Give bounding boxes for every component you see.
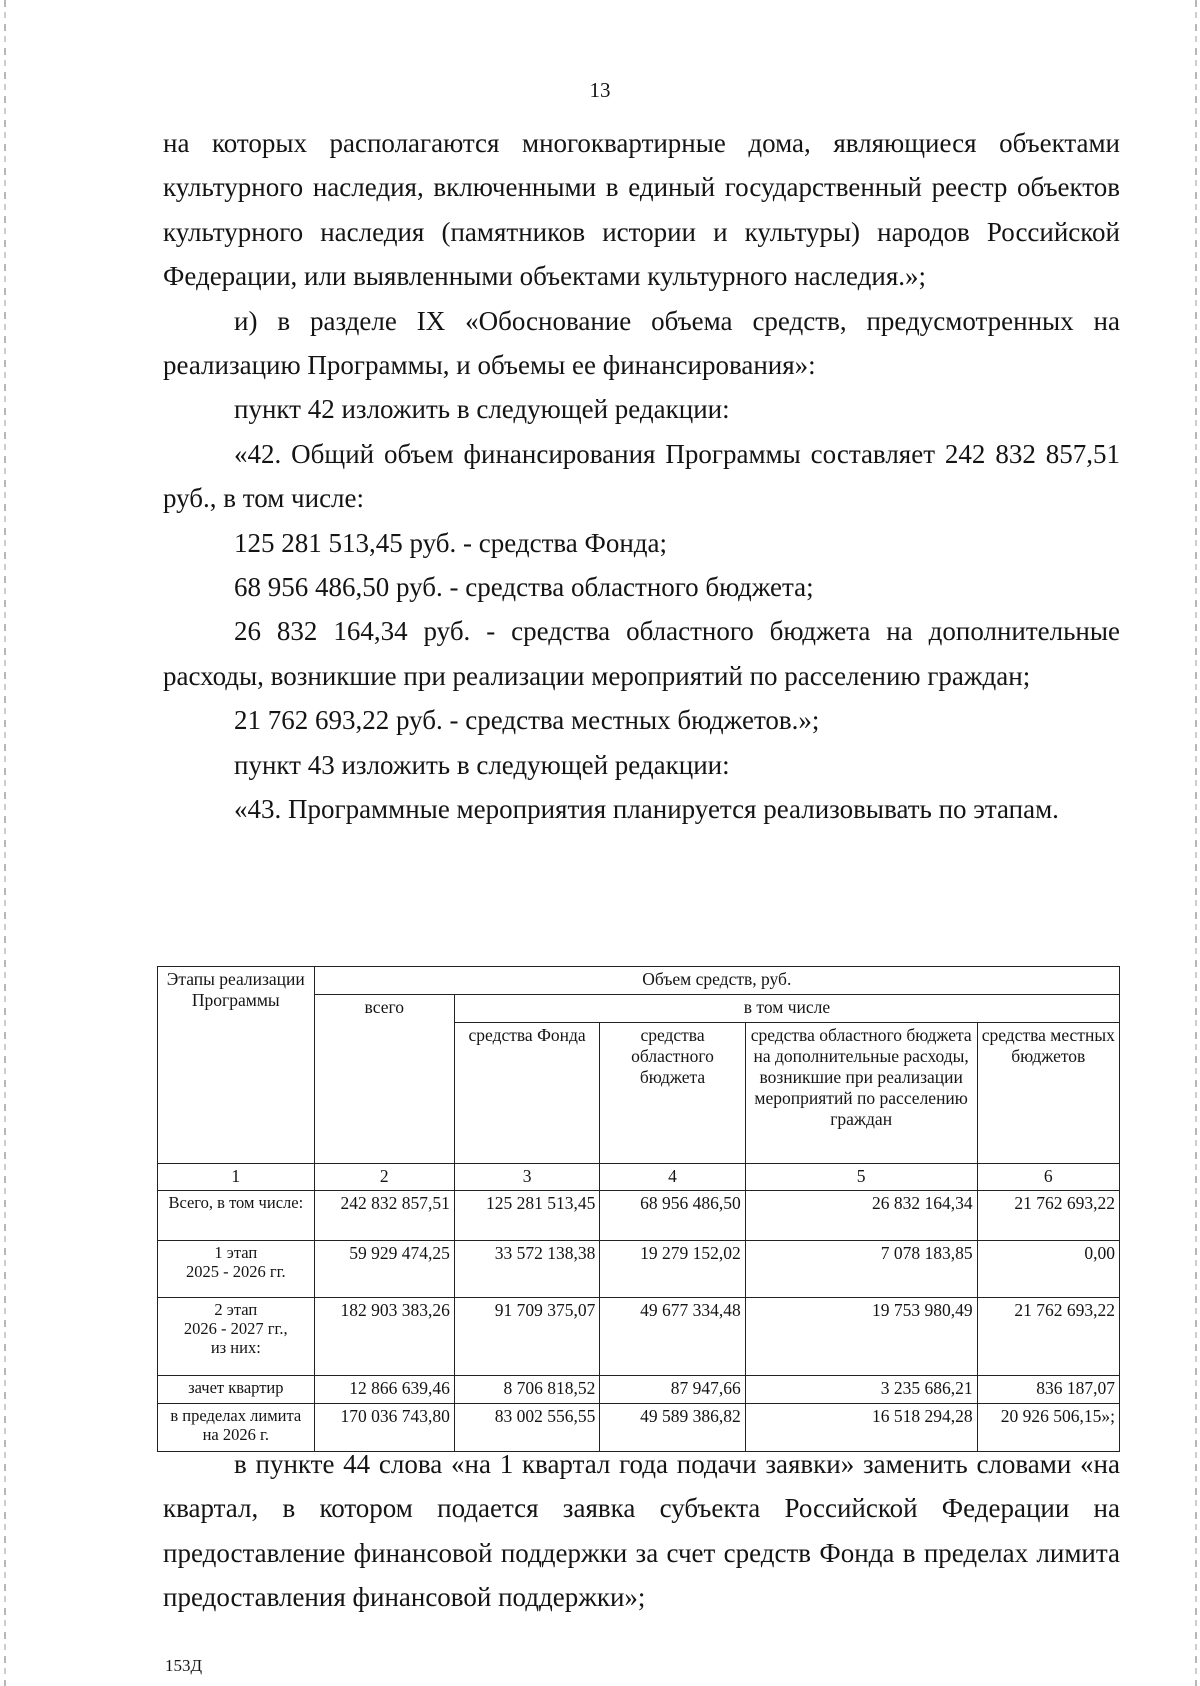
- total-cell: 59 929 474,25: [314, 1240, 454, 1297]
- fund-cell: 91 709 375,07: [454, 1297, 599, 1375]
- fund-cell: 33 572 138,38: [454, 1240, 599, 1297]
- local-cell: 20 926 506,15»;: [977, 1404, 1119, 1452]
- paragraph-item-42-intro: пункт 42 изложить в следующей редакции:: [234, 394, 730, 425]
- paragraph-section-ix: и) в разделе IX «Обоснование объема средств, предусмотренных на реализацию Программы, и объемы ее финансирования»:: [163, 305, 1120, 381]
- regional-cell: 68 956 486,50: [600, 1191, 745, 1241]
- regional-cell: 19 279 152,02: [600, 1240, 745, 1297]
- paragraph-regional-extra-amount: 26 832 164,34 руб. - средства областного бюджета на дополнительные расходы, возникшие при реализации мероприятий по расселению граждан;: [163, 616, 1120, 691]
- total-cell: 170 036 743,80: [314, 1404, 454, 1452]
- header-regional-extra: средства областного бюджета на дополнительные расходы, возникшие при реализации мероприятий по расселению граждан: [745, 1022, 977, 1163]
- stage-period: 2025 - 2026 гг.: [185, 1261, 286, 1281]
- column-number: 6: [977, 1163, 1119, 1190]
- stage-cell: [158, 1375, 315, 1403]
- fund-cell: 125 281 513,45: [454, 1191, 599, 1241]
- stage-cell: [158, 1240, 315, 1297]
- regional-extra-cell: 26 832 164,34: [745, 1191, 977, 1241]
- column-number: 1: [158, 1163, 315, 1190]
- paragraph-fund-amount: 125 281 513,45 руб. - средства Фонда;: [234, 527, 668, 558]
- header-stage-column: Этапы реализации Программы: [158, 967, 315, 1164]
- scan-edge-left: [4, 0, 6, 1686]
- regional-cell: 87 947,66: [600, 1375, 745, 1403]
- header-including: в том числе: [454, 995, 1119, 1022]
- local-cell: 0,00: [977, 1240, 1119, 1297]
- paragraph-local-amount: 21 762 693,22 руб. - средства местных бюджетов.»;: [234, 705, 820, 736]
- regional-extra-cell: 7 078 183,85: [745, 1240, 977, 1297]
- page-number: 13: [589, 78, 611, 102]
- paragraph-item-44: в пункте 44 слова «на 1 квартал года подачи заявки» заменить словами «на квартал, в котором подается заявка субъекта Российской Федерации на предоставление финансовой поддержки за счет средств Фонда в пределах лимита предоставления финансовой поддержки»;: [163, 1449, 1120, 1613]
- column-number-row: [158, 1163, 1120, 1190]
- body-text-after-table: [163, 1442, 1120, 1620]
- header-volume: Объем средств, руб.: [314, 967, 1119, 995]
- document-code: 153Д: [165, 1656, 203, 1675]
- header-local: средства местных бюджетов: [977, 1022, 1119, 1163]
- regional-extra-cell: 16 518 294,28: [745, 1404, 977, 1452]
- stage-label: зачет квартир: [188, 1377, 284, 1397]
- body-text-before-table: [163, 121, 1120, 832]
- paragraph-regional-amount: 68 956 486,50 руб. - средства областного бюджета;: [234, 572, 814, 603]
- column-number: 2: [314, 1163, 454, 1190]
- table-row-apartment-offset: [158, 1375, 1120, 1403]
- regional-extra-cell: 19 753 980,49: [745, 1297, 977, 1375]
- paragraph-item-42-total: «42. Общий объем финансирования Программы составляет 242 832 857,51 руб., в том числе:: [163, 438, 1120, 514]
- stage-label: в пределах лимита на 2026 г.: [170, 1406, 302, 1445]
- table-row-stage-2: [158, 1297, 1120, 1375]
- header-regional: средства областного бюджета: [600, 1022, 745, 1163]
- fund-cell: 83 002 556,55: [454, 1404, 599, 1452]
- fund-cell: 8 706 818,52: [454, 1375, 599, 1403]
- regional-cell: 49 677 334,48: [600, 1297, 745, 1375]
- table-row-total: [158, 1191, 1120, 1241]
- header-fund: средства Фонда: [454, 1022, 599, 1163]
- local-cell: 21 762 693,22: [977, 1297, 1119, 1375]
- total-cell: 242 832 857,51: [314, 1191, 454, 1241]
- regional-cell: 49 589 386,82: [600, 1404, 745, 1452]
- paragraph-item-43-stages: «43. Программные мероприятия планируется реализовывать по этапам.: [234, 794, 1059, 825]
- paragraph-item-43-intro: пункт 43 изложить в следующей редакции:: [234, 749, 730, 780]
- header-total: всего: [314, 995, 454, 1163]
- paragraph-cultural-heritage: на которых располагаются многоквартирные дома, являющиеся объектами культурного наследия, включенными в единый государственный реестр объектов культурного наследия (памятников истории и культуры) народов Российской Федерации, или выявленными объектами культурного наследия.»;: [163, 128, 1120, 292]
- regional-extra-cell: 3 235 686,21: [745, 1375, 977, 1403]
- header-row-volume: [158, 967, 1120, 995]
- scan-edge-right: [1195, 0, 1197, 1686]
- column-number: 5: [745, 1163, 977, 1190]
- stage-note: из них:: [210, 1337, 261, 1357]
- local-cell: 836 187,07: [977, 1375, 1119, 1403]
- stage-label: 2 этап: [214, 1299, 258, 1319]
- financing-stages-table: [157, 966, 1120, 1452]
- total-cell: 12 866 639,46: [314, 1375, 454, 1403]
- stage-cell: [158, 1297, 315, 1375]
- table-row-stage-1: [158, 1240, 1120, 1297]
- stage-label: Всего, в том числе:: [168, 1193, 304, 1213]
- column-number: 4: [600, 1163, 745, 1190]
- total-cell: 182 903 383,26: [314, 1297, 454, 1375]
- local-cell: 21 762 693,22: [977, 1191, 1119, 1241]
- stage-cell: [158, 1191, 315, 1241]
- stage-period: 2026 - 2027 гг.,: [183, 1318, 288, 1338]
- stage-label: 1 этап: [214, 1242, 258, 1262]
- column-number: 3: [454, 1163, 599, 1190]
